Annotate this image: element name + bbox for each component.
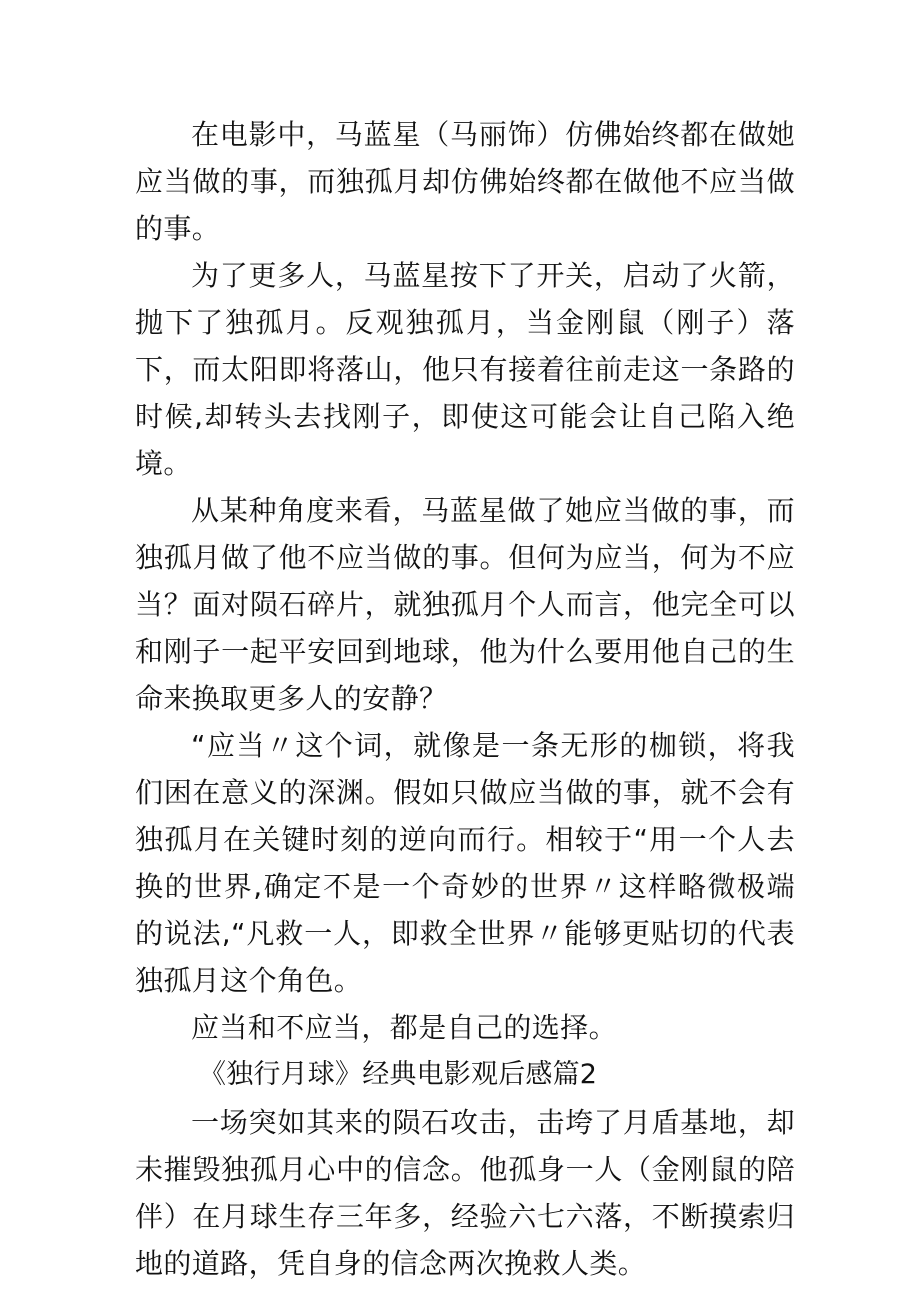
- paragraph: 从某种角度来看，马蓝星做了她应当做的事，而独孤月做了他不应当做的事。但何为应当，何为不应当？面对陨石碎片，就独孤月个人而言，他完全可以和刚子一起平安回到地球，他为什么要用他自己的生命来换取更多人的安静？: [135, 494, 795, 715]
- paragraph: 应当和不应当，都是自己的选择。: [191, 1011, 618, 1044]
- paragraph: 为了更多人，马蓝星按下了开关，启动了火箭，抛下了独孤月。反观独孤月，当金刚鼠（刚子）落下，而太阳即将落山，他只有接着往前走这一条路的时候,却转头去找刚子，即使这可能会让自己陷入绝境。: [135, 259, 795, 480]
- paragraph: “应当〃这个词，就像是一条无形的枷锁，将我们困在意义的深渊。假如只做应当做的事，就不会有独孤月在关键时刻的逆向而行。相较于“用一个人去换的世界,确定不是一个奇妙的世界〃这样略微极端的说法,“凡救一人，即救全世界〃能够更贴切的代表独孤月这个角色。: [135, 729, 795, 997]
- article-body: [135, 111, 795, 1287]
- section-heading: 《独行月球》经典电影观后感篇2: [199, 1059, 598, 1090]
- paragraph: 一场突如其来的陨石攻击，击垮了月盾基地，却未摧毁独孤月心中的信念。他孤身一人（金刚鼠的陪伴）在月球生存三年多，经验六七六落，不断摸索归地的道路，凭自身的信念两次挽救人类。: [135, 1106, 795, 1280]
- paragraph: 在电影中，马蓝星（马丽饰）仿佛始终都在做她应当做的事，而独孤月却仿佛始终都在做他不应当做的事。: [135, 118, 795, 245]
